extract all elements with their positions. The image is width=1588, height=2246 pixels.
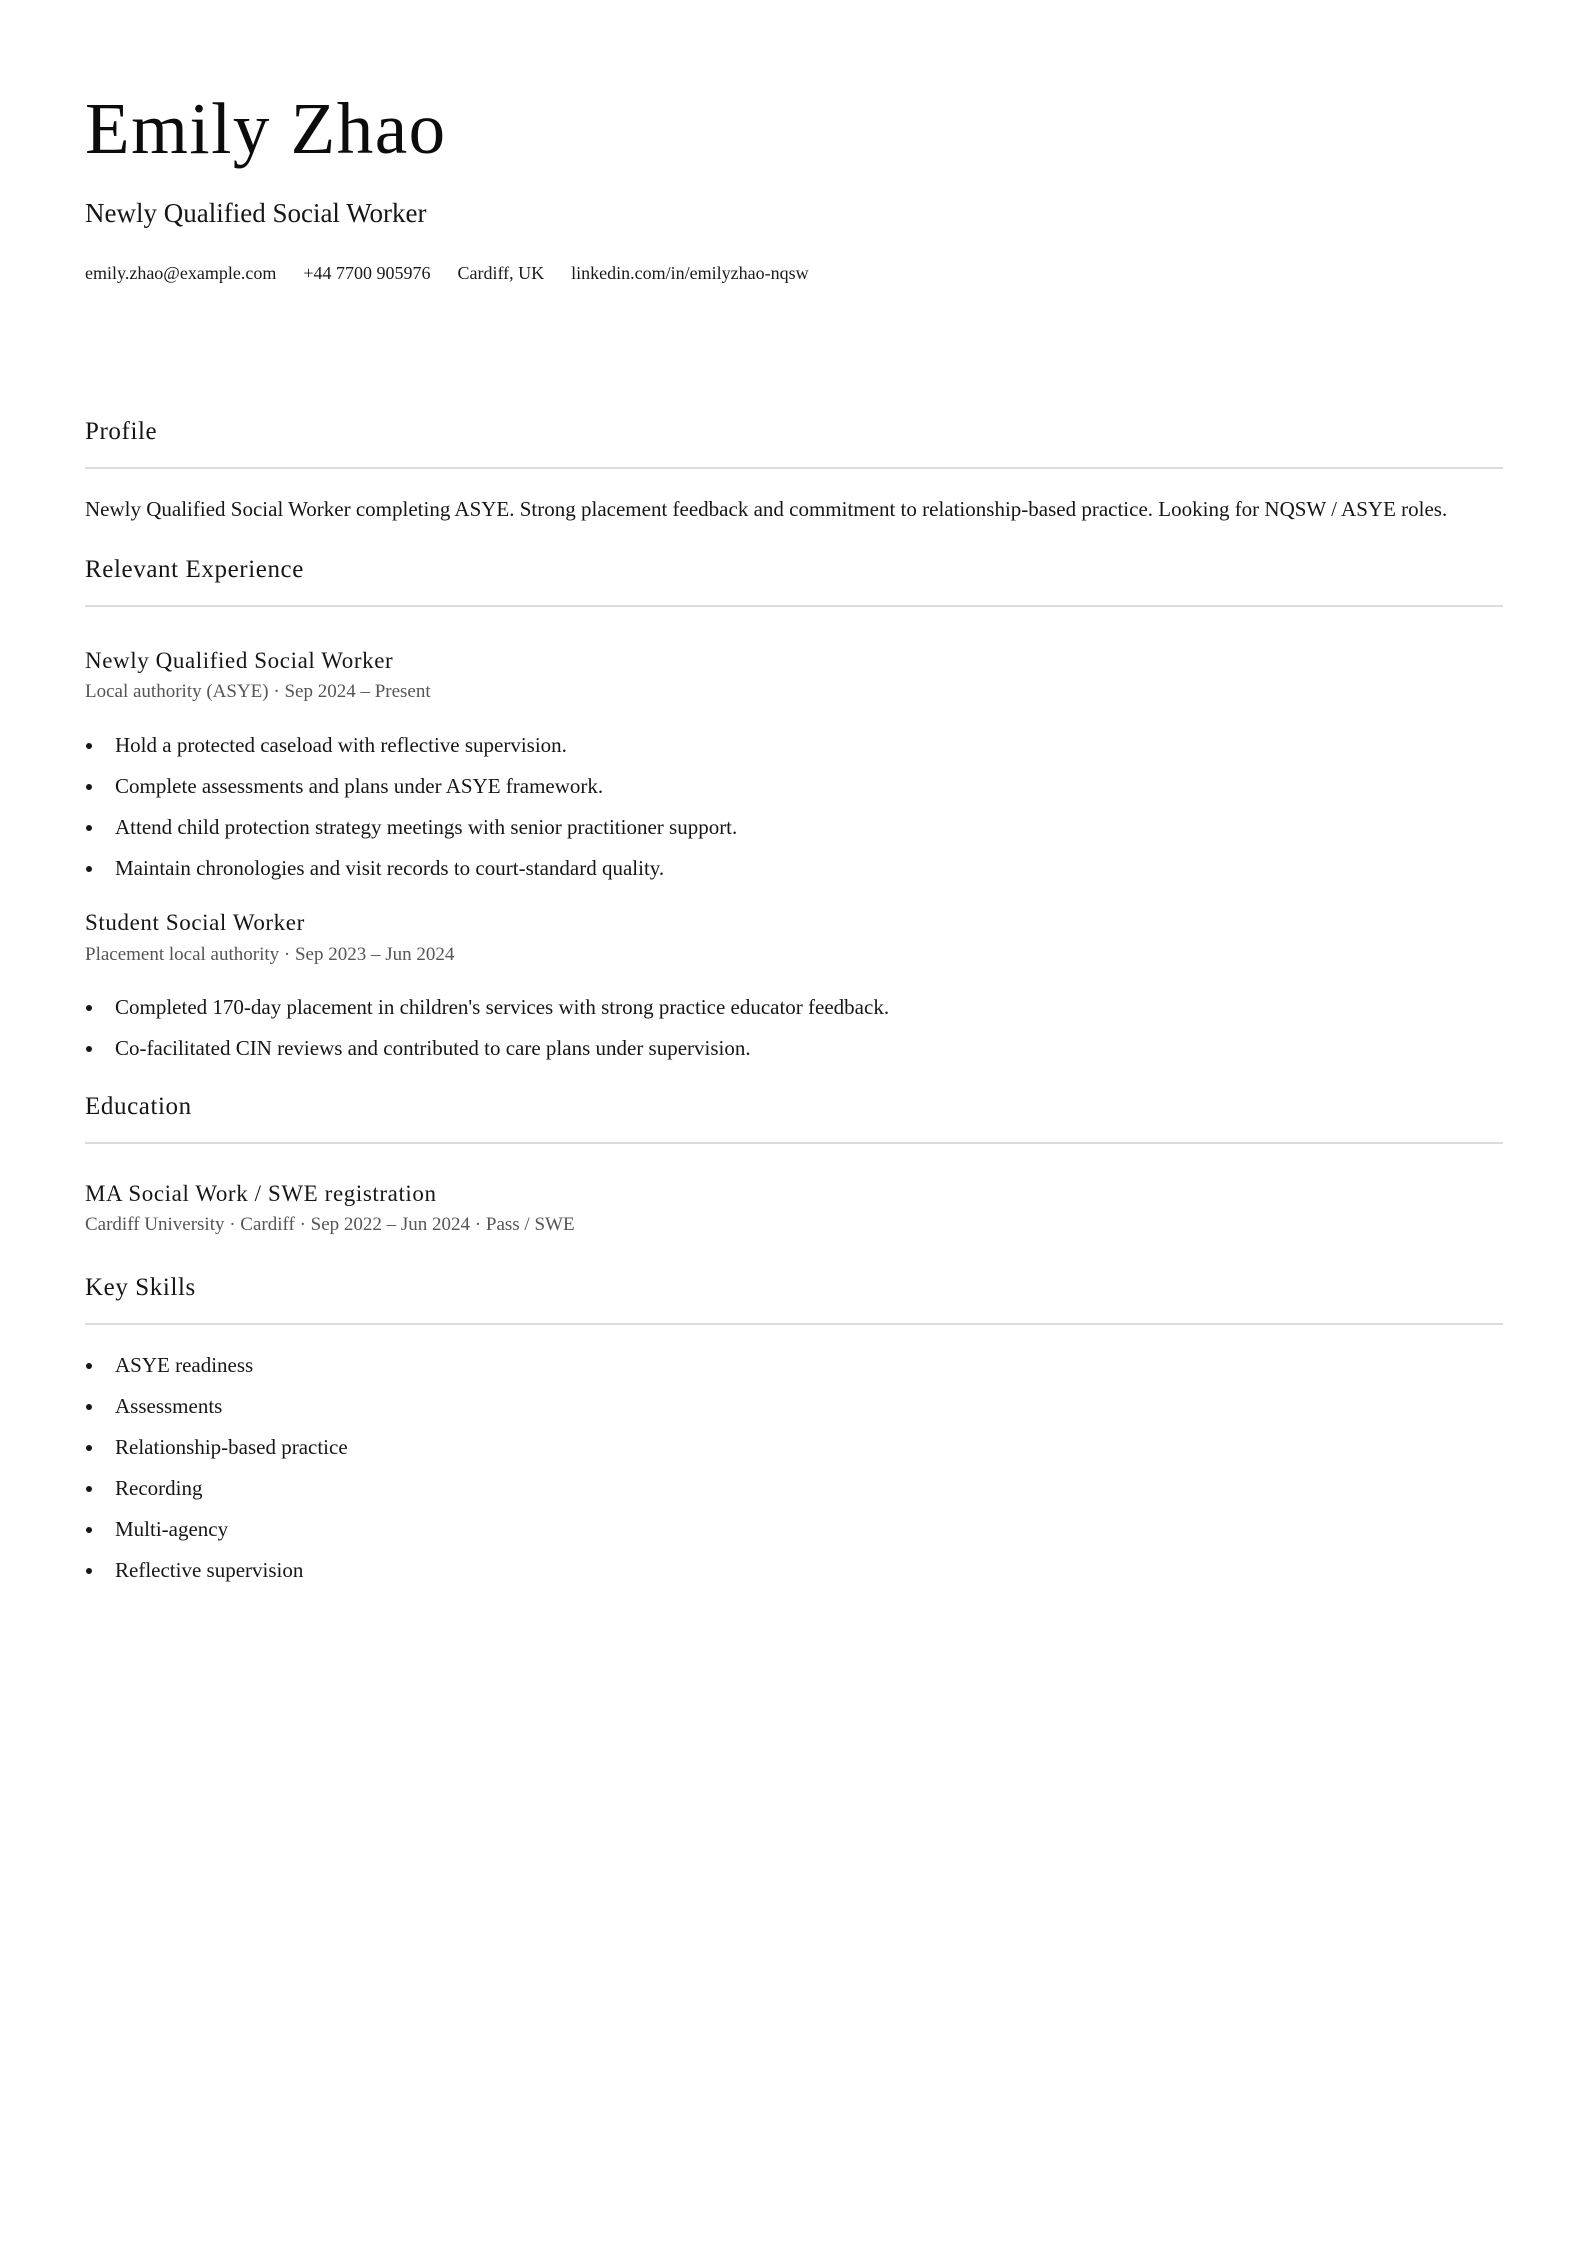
bullet-text: Attend child protection strategy meetings with senior practitioner support. — [115, 815, 738, 839]
job-bullets — [85, 725, 737, 889]
skills-list — [85, 1345, 348, 1591]
section-divider — [85, 1142, 1503, 1144]
section-title-profile: Profile — [85, 418, 158, 445]
bullet-dot — [86, 743, 92, 749]
section-divider — [85, 467, 1503, 469]
bullet-item — [85, 725, 737, 766]
bullet-text: Complete assessments and plans under ASYE framework. — [115, 774, 604, 798]
profile-summary: Newly Qualified Social Worker completing ASYE. Strong placement feedback and commitment to relationship-based practice. Looking for NQSW / ASYE roles. — [85, 497, 1448, 521]
bullet-dot — [86, 784, 92, 790]
profile-section — [85, 417, 1503, 521]
skills-section — [85, 1273, 1503, 1582]
degree-meta: Cardiff University · Cardiff · Sep 2022 – Jun 2024 · Pass / SWE — [85, 1214, 575, 1235]
candidate-headline: Newly Qualified Social Worker — [85, 198, 427, 228]
skill-item — [85, 1468, 348, 1509]
section-title-skills: Key Skills — [85, 1274, 196, 1301]
contact-linkedin[interactable]: linkedin.com/in/emilyzhao-nqsw — [571, 263, 809, 283]
job-title: Newly Qualified Social Worker — [85, 648, 394, 673]
contact-phone: +44 7700 905976 — [303, 263, 431, 283]
skill-item — [85, 1509, 348, 1550]
bullet-text: Co-facilitated CIN reviews and contributed to care plans under supervision. — [115, 1036, 751, 1060]
bullet-text: Hold a protected caseload with reflective supervision. — [115, 733, 567, 757]
bullet-dot — [86, 825, 92, 831]
bullet-item — [85, 766, 737, 807]
skill-item — [85, 1550, 348, 1591]
bullet-text: Maintain chronologies and visit records to court-standard quality. — [115, 856, 665, 880]
contact-email[interactable]: emily.zhao@example.com — [85, 263, 277, 283]
job-meta: Local authority (ASYE) · Sep 2024 – Present — [85, 681, 431, 702]
job-meta: Placement local authority · Sep 2023 – Jun 2024 — [85, 944, 455, 965]
skill-text: Multi-agency — [115, 1517, 229, 1541]
contact-location: Cardiff, UK — [457, 263, 545, 283]
skill-item — [85, 1427, 348, 1468]
bullet-dot — [86, 1046, 92, 1052]
bullet-item — [85, 1028, 889, 1069]
bullet-dot — [86, 1005, 92, 1011]
bullet-dot — [86, 1445, 92, 1451]
bullet-item — [85, 987, 889, 1028]
candidate-name: Emily Zhao — [85, 88, 447, 169]
bullet-dot — [86, 1404, 92, 1410]
job-title: Student Social Worker — [85, 910, 305, 935]
bullet-text: Completed 170-day placement in children's services with strong practice educator feedback. — [115, 995, 890, 1019]
bullet-item — [85, 807, 737, 848]
experience-section — [85, 555, 1503, 1060]
bullet-dot — [86, 866, 92, 872]
skill-item — [85, 1386, 348, 1427]
skill-item — [85, 1345, 348, 1386]
section-title-education: Education — [85, 1093, 192, 1120]
skill-text: Relationship-based practice — [115, 1435, 348, 1459]
skill-text: Recording — [115, 1476, 203, 1500]
bullet-item — [85, 848, 737, 889]
bullet-dot — [86, 1568, 92, 1574]
job-bullets — [85, 987, 889, 1069]
bullet-dot — [86, 1486, 92, 1492]
degree-title: MA Social Work / SWE registration — [85, 1181, 437, 1206]
section-divider — [85, 605, 1503, 607]
bullet-dot — [86, 1363, 92, 1369]
education-section — [85, 1092, 1503, 1235]
section-divider — [85, 1323, 1503, 1325]
bullet-dot — [86, 1527, 92, 1533]
skill-text: Assessments — [115, 1394, 223, 1418]
section-title-experience: Relevant Experience — [85, 556, 304, 583]
contact-line — [85, 263, 809, 285]
skill-text: ASYE readiness — [115, 1353, 254, 1377]
skill-text: Reflective supervision — [115, 1558, 304, 1582]
